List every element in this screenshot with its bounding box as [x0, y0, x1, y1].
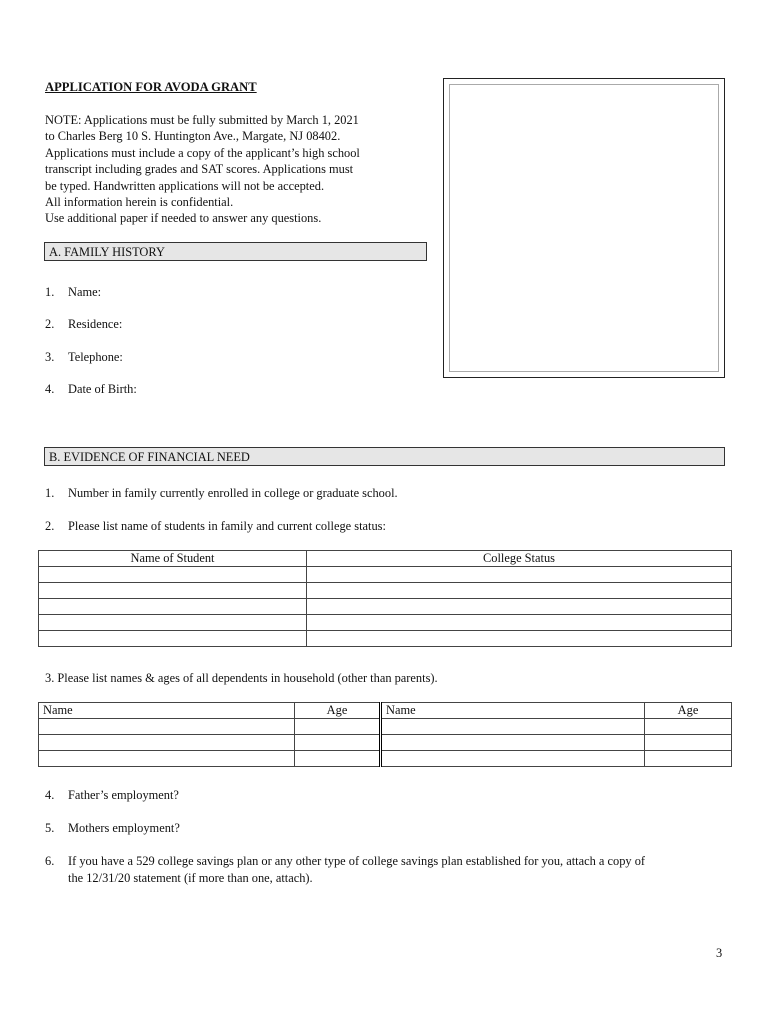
date-of-birth-field[interactable]	[45, 382, 137, 397]
student-name-cell[interactable]	[39, 631, 307, 647]
column-header-college-status: College Status	[307, 551, 732, 567]
dependent-name-cell[interactable]	[39, 735, 295, 751]
item-number: 2.	[45, 519, 55, 533]
dependent-age-cell[interactable]	[645, 735, 732, 751]
section-b-heading: B. EVIDENCE OF FINANCIAL NEED	[44, 447, 725, 466]
item-label: Date of Birth:	[68, 382, 137, 396]
column-header-age: Age	[645, 703, 732, 719]
note-line: to Charles Berg 10 S. Huntington Ave., Margate, NJ 08402.	[45, 129, 341, 144]
college-status-cell[interactable]	[307, 615, 732, 631]
college-status-cell[interactable]	[307, 583, 732, 599]
item-label: If you have a 529 college savings plan or any other type of college savings plan established for you, attach a copy of	[68, 854, 646, 868]
item-label: Please list name of students in family and current college status:	[68, 519, 386, 533]
students-list-question	[45, 519, 386, 534]
dependent-age-cell[interactable]	[645, 719, 732, 735]
residence-field[interactable]	[45, 317, 122, 332]
dependents-table	[38, 702, 732, 767]
table-row	[39, 583, 732, 599]
table-row	[39, 719, 732, 735]
submission-note	[45, 112, 425, 227]
student-name-cell[interactable]	[39, 615, 307, 631]
note-line: Use additional paper if needed to answer any questions.	[45, 211, 322, 226]
column-header-name: Name	[39, 703, 295, 719]
item-label-continued: the 12/31/20 statement (if more than one, attach).	[68, 871, 313, 885]
item-label: Telephone:	[68, 350, 123, 364]
item-label: Father’s employment?	[68, 788, 179, 802]
note-line: All information herein is confidential.	[45, 195, 234, 210]
item-label: Residence:	[68, 317, 123, 331]
table-row	[39, 567, 732, 583]
college-status-cell[interactable]	[307, 631, 732, 647]
table-row	[39, 615, 732, 631]
item-number: 6.	[45, 854, 55, 868]
savings-plan-question	[45, 853, 645, 887]
telephone-field[interactable]	[45, 350, 123, 365]
item-label: Number in family currently enrolled in college or graduate school.	[68, 486, 398, 500]
item-number: 1.	[45, 486, 55, 500]
dependent-name-cell[interactable]	[381, 751, 645, 767]
form-title: APPLICATION FOR AVODA GRANT	[45, 80, 257, 94]
college-status-cell[interactable]	[307, 567, 732, 583]
item-label: Mothers employment?	[68, 821, 180, 835]
item-number: 2.	[45, 317, 55, 331]
note-line: be typed. Handwritten applications will not be accepted.	[45, 178, 325, 193]
student-name-cell[interactable]	[39, 567, 307, 583]
section-a-heading: A. FAMILY HISTORY	[44, 242, 427, 261]
student-name-cell[interactable]	[39, 599, 307, 615]
table-row	[39, 735, 732, 751]
item-number: 5.	[45, 821, 55, 835]
student-name-cell[interactable]	[39, 583, 307, 599]
column-header-name-of-student: Name of Student	[39, 551, 307, 567]
table-row	[39, 751, 732, 767]
family-name-field[interactable]	[45, 285, 101, 300]
table-row	[39, 599, 732, 615]
item-label: Name:	[68, 285, 102, 299]
students-table	[38, 550, 732, 647]
dependent-age-cell[interactable]	[295, 751, 381, 767]
column-header-age: Age	[295, 703, 381, 719]
table-row	[39, 631, 732, 647]
dependent-name-cell[interactable]	[39, 751, 295, 767]
dependent-name-cell[interactable]	[381, 735, 645, 751]
dependents-question: 3. Please list names & ages of all dependents in household (other than parents).	[45, 671, 438, 685]
note-line: transcript including grades and SAT scores. Applications must	[45, 162, 354, 177]
item-number: 4.	[45, 382, 55, 396]
college-status-cell[interactable]	[307, 599, 732, 615]
item-number: 4.	[45, 788, 55, 802]
note-line: NOTE: Applications must be fully submitted by March 1, 2021	[45, 113, 359, 127]
mother-employment-field[interactable]	[45, 821, 180, 836]
note-line: Applications must include a copy of the applicant’s high school	[45, 145, 360, 160]
dependent-age-cell[interactable]	[645, 751, 732, 767]
photo-box-inner-frame	[449, 84, 719, 372]
dependent-age-cell[interactable]	[295, 719, 381, 735]
dependent-age-cell[interactable]	[295, 735, 381, 751]
father-employment-field[interactable]	[45, 788, 179, 803]
dependent-name-cell[interactable]	[39, 719, 295, 735]
table-header-row	[39, 551, 732, 567]
page-number: 3	[716, 946, 723, 960]
photo-box[interactable]	[443, 78, 725, 378]
column-header-name: Name	[381, 703, 645, 719]
enrolled-count-question[interactable]	[45, 486, 398, 501]
dependent-name-cell[interactable]	[381, 719, 645, 735]
item-number: 1.	[45, 285, 55, 299]
table-header-row	[39, 703, 732, 719]
item-number: 3.	[45, 350, 55, 364]
